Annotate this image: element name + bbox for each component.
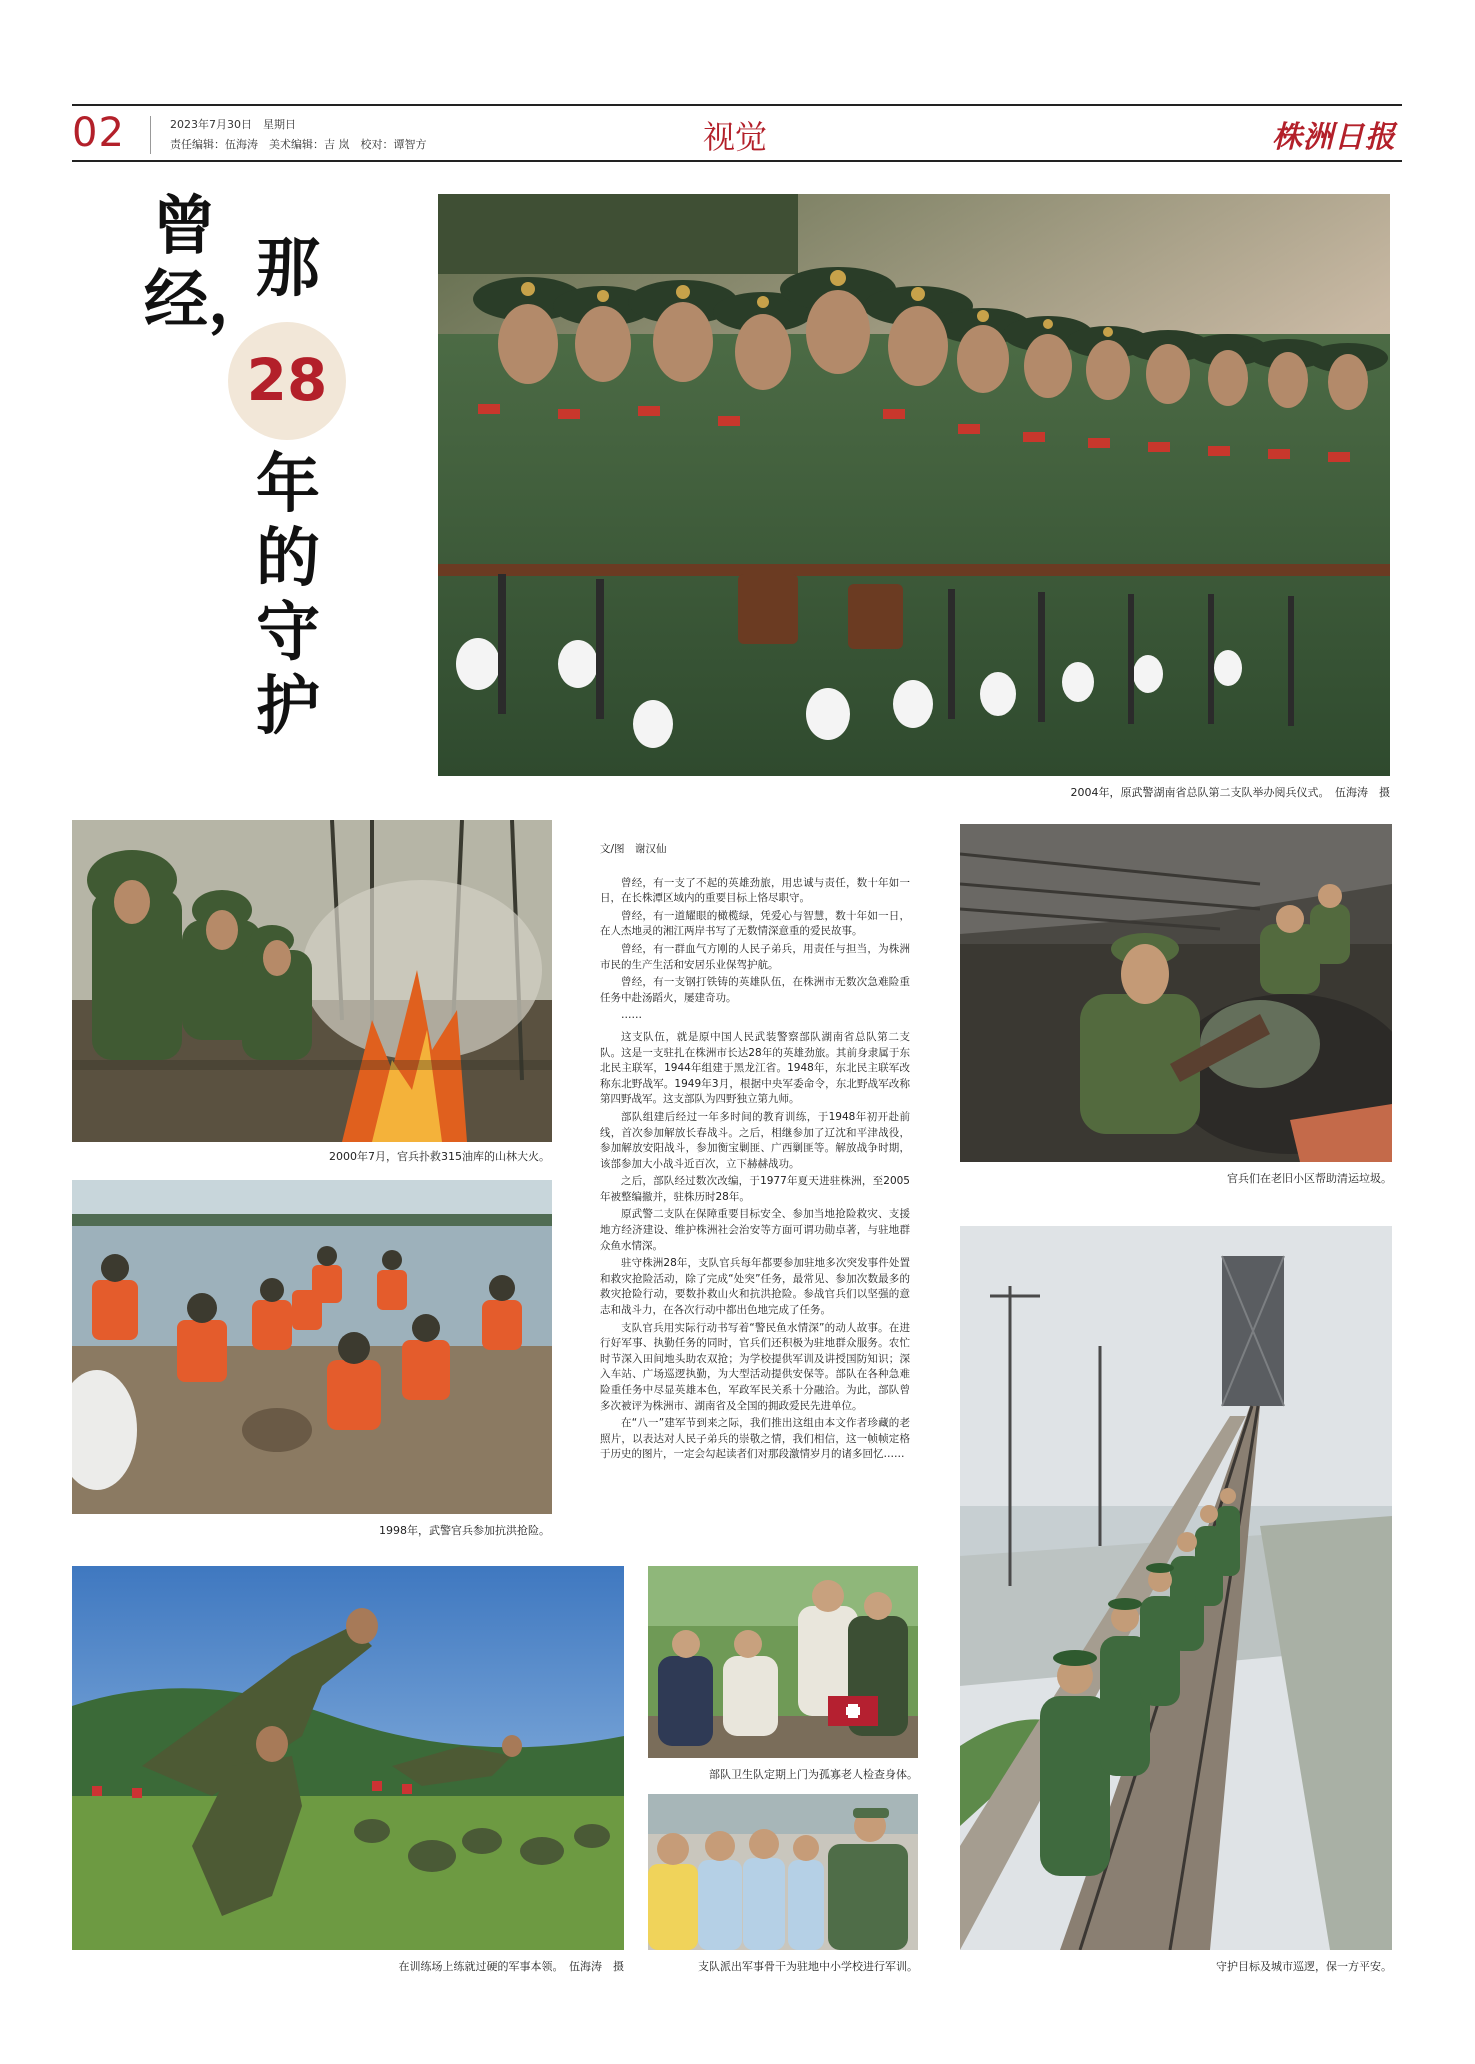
article-paragraph: 在“八一”建军节到来之际，我们推出这组由本文作者珍藏的老照片，以表达对人民子弟兵的崇敬之情，我们相信，这一帧帧定格于历史的图片，一定会勾起读者们对那段激情岁月的诸多回忆…… [600, 1417, 910, 1461]
article-paragraph: 之后，部队经过数次改编，于1977年夏天进驻株洲，至2005年被整编撤并，驻株历时28年。 [600, 1175, 910, 1203]
section-title: 视觉 [702, 118, 767, 156]
article-paragraph: 曾经，有一支钢打铁铸的英雄队伍，在株洲市无数次急难险重任务中赴汤蹈火，屡建奇功。 [600, 976, 910, 1004]
photo-bridge-patrol [960, 1226, 1392, 1950]
article-ellipsis: …… [621, 1009, 642, 1022]
photo-garbage-cleanup [960, 824, 1392, 1162]
title-part-2-bottom: 年的守护 [256, 448, 320, 744]
title-number: 28 [246, 346, 328, 414]
title-part-2-top: 那 [256, 232, 320, 306]
photo-student-training [648, 1794, 918, 1950]
caption-medical-checkup: 部队卫生队定期上门为孤寡老人检查身体。 [709, 1768, 918, 1781]
header-divider [150, 116, 151, 154]
title-part-1: 曾经， [144, 190, 272, 338]
header-top-rule [72, 104, 1402, 106]
newspaper-logo: 株洲日报 [1272, 120, 1396, 155]
article-paragraph: 原武警二支队在保障重要目标安全、参加当地抢险救灾、支援地方经济建设、维护株洲社会治安等方面可谓功勋卓著，与驻地群众鱼水情深。 [600, 1208, 910, 1252]
article-paragraph: 曾经，有一群血气方刚的人民子弟兵，用责任与担当，为株洲市民的生产生活和安居乐业保驾护航。 [600, 942, 910, 971]
header-bottom-rule [72, 160, 1402, 162]
article-paragraph: 这支队伍，就是原中国人民武装警察部队湖南省总队第二支队。这是一支驻扎在株洲市长达28年的英雄劲旅。其前身隶属于东北民主联军，1944年组建于黑龙江省。1948年，东北民主联军改称东北野战军。1949年3月，根据中央军委命令，东北野战军改称第四野战军。这支部队为四野独立第九师。 [600, 1030, 910, 1106]
article-byline: 文/图 谢汉仙 [600, 843, 667, 855]
photo-parade [438, 194, 1390, 776]
photo-medical-checkup [648, 1566, 918, 1758]
caption-flood-relief: 1998年，武警官兵参加抗洪抢险。 [379, 1524, 550, 1537]
page-number: 02 [72, 110, 125, 156]
article-paragraph: 曾经，有一道耀眼的橄榄绿，凭爱心与智慧，数十年如一日，在人杰地灵的湘江两岸书写了无数情深意重的爱民故事。 [600, 909, 910, 938]
caption-student-training: 支队派出军事骨干为驻地中小学校进行军训。 [698, 1960, 918, 1973]
caption-parade: 2004年，原武警湖南省总队第二支队举办阅兵仪式。 伍海涛 摄 [1070, 786, 1390, 799]
photo-forest-fire [72, 820, 552, 1142]
photo-flood-relief [72, 1180, 552, 1514]
article-paragraph: 支队官兵用实际行动书写着“警民鱼水情深”的动人故事。在进行好军事、执勤任务的同时，官兵们还积极为驻地群众服务。农忙时节深入田间地头助农双抢；为学校提供军训及讲授国防知识；深入车站、广场巡逻执勤，为大型活动提供安保等。部队在各种急难险重任务中尽显英雄本色，军政军民关系十分融洽。为此，部队曾多次被评为株洲市、湖南省及全国的拥政爱民先进单位。 [600, 1321, 910, 1412]
photo-military-drill [72, 1566, 624, 1950]
article-paragraph: 曾经，有一支了不起的英雄劲旅，用忠诚与责任，数十年如一日，在长株潭区域内的重要目标上恪尽职守。 [600, 876, 910, 905]
header-date: 2023年7月30日 星期日 [170, 118, 296, 131]
article-paragraph: 部队组建后经过一年多时间的教育训练，于1948年初开赴前线，首次参加解放长春战斗。之后，相继参加了辽沈和平津战役，参加解放安阳战斗，参加衡宝剿匪、广西剿匪等。解放战争时期，该部参加大小战斗近百次，立下赫赫战功。 [600, 1110, 910, 1170]
caption-garbage-cleanup: 官兵们在老旧小区帮助清运垃圾。 [1227, 1172, 1392, 1185]
caption-military-drill: 在训练场上练就过硬的军事本领。 伍海涛 摄 [398, 1960, 624, 1973]
article-paragraph: 驻守株洲28年，支队官兵每年都要参加驻地多次突发事件处置和救灾抢险活动，除了完成“处突”任务，最常见、参加次数最多的救灾抢险行动，要数扑救山火和抗洪抢险。参战官兵们以坚强的意志和战斗力，在各次行动中都出色地完成了任务。 [600, 1257, 910, 1317]
caption-forest-fire: 2000年7月，官兵扑救315油库的山林大火。 [329, 1150, 550, 1163]
header-editors: 责任编辑：伍海涛 美术编辑：吉 岚 校对：谭智方 [170, 138, 427, 151]
caption-bridge-patrol: 守护目标及城市巡逻，保一方平安。 [1216, 1960, 1392, 1973]
article-body [600, 842, 910, 1465]
